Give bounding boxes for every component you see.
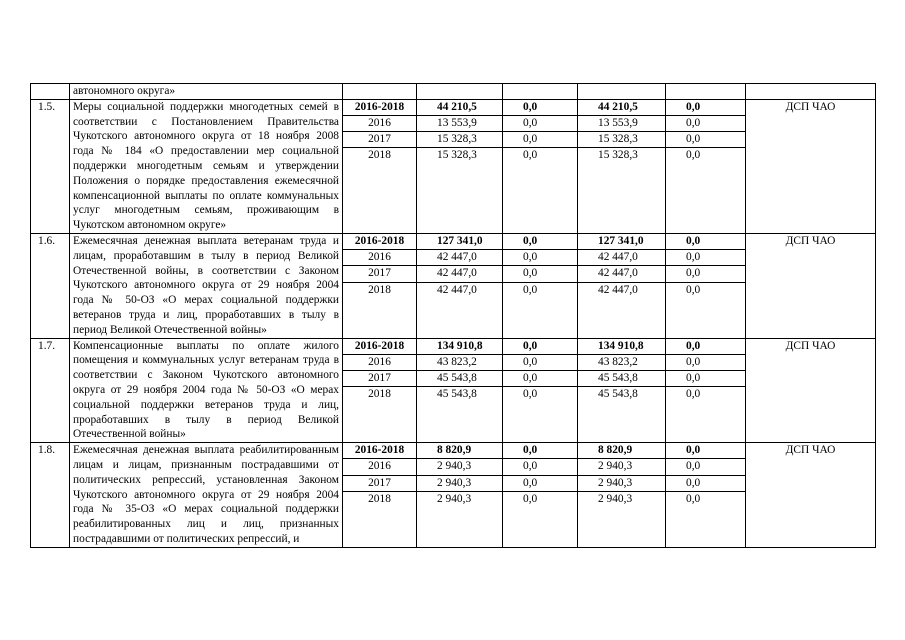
table-row xyxy=(31,233,876,338)
total-cell-value: 2 940,3 xyxy=(417,475,502,491)
total-cell-value: 2 940,3 xyxy=(417,458,502,474)
regional-cell-value: 45 543,8 xyxy=(578,386,665,402)
other-cell-value: 0,0 xyxy=(666,265,745,281)
row-description: Ежемесячная денежная выплата реабилитированным лицам и лицам, признанным пострадавшими от политических репрессий, установленная Законом Чукотского автономного округа от 29 ноября 2004 года № 35-ОЗ «О мерах социальной поддержки реабилитированных лиц и лиц, признанных пострадавшими от политических репрессий, и xyxy=(70,443,343,548)
year-cell-value: 2016-2018 xyxy=(354,339,405,352)
other-cell-value: 0,0 xyxy=(666,147,745,163)
year-cell-value: 2016 xyxy=(343,458,416,474)
year-cell xyxy=(343,443,417,548)
year-cell-value: 2017 xyxy=(343,370,416,386)
year-cell xyxy=(343,338,417,443)
regional-cell-stack xyxy=(578,100,665,164)
year-cell-value: 2016-2018 xyxy=(354,100,405,113)
other-cell-value: 0,0 xyxy=(666,475,745,491)
other-cell-value: 0,0 xyxy=(686,444,701,457)
other-cell-value: 0,0 xyxy=(666,131,745,147)
total-cell-value: 45 543,8 xyxy=(417,386,502,402)
year-cell-stack xyxy=(343,100,416,164)
total-cell xyxy=(417,99,503,233)
regional-cell-value: 42 447,0 xyxy=(578,282,665,298)
year-cell-value: 2018 xyxy=(343,386,416,402)
regional-cell-value: 134 910,8 xyxy=(598,339,644,352)
other-cell-value: 0,0 xyxy=(686,339,701,352)
row-number: 1.8. xyxy=(31,443,70,548)
federal-cell-stack xyxy=(503,100,577,164)
other-cell-stack xyxy=(666,443,745,507)
total-cell-value: 127 341,0 xyxy=(437,234,483,247)
other-cell xyxy=(666,233,746,338)
row-description: Меры социальной поддержки многодетных семей в соответствии с Постановлением Правительства Чукотского автономного округа от 18 ноября 2008 года № 184 «О предоставлении мер социальной поддержки многодетным семьям и утверждении Положения о порядке предоставления ежемесячной компенсационной выплаты по оплате коммунальных услуг многодетным семьям, проживающим в Чукотском автономном округе» xyxy=(70,99,343,233)
other-cell-value: 0,0 xyxy=(666,458,745,474)
table-row xyxy=(31,443,876,548)
year-cell-value: 2017 xyxy=(343,475,416,491)
federal-cell-stack xyxy=(503,234,577,298)
row-description: автономного округа» xyxy=(70,84,343,100)
federal-cell xyxy=(503,99,578,233)
regional-cell-value: 13 553,9 xyxy=(578,115,665,131)
row-description: Ежемесячная денежная выплата ветеранам труда и лицам, проработавшим в тылу в период Великой Отечественной войны, в соответствии с Законом Чукотского автономного округа от 29 ноября 2004 года № 50-ОЗ «О мерах социальной поддержки ветеранов труда и лиц, проработавших в тылу в период Великой Отечественной войны» xyxy=(70,233,343,338)
total-cell-value: 42 447,0 xyxy=(417,282,502,298)
year-cell xyxy=(343,233,417,338)
regional-cell xyxy=(578,443,666,548)
row-number: 1.6. xyxy=(31,233,70,338)
total-cell-value: 13 553,9 xyxy=(417,115,502,131)
total-cell-value: 43 823,2 xyxy=(417,354,502,370)
year-cell-value: 2016 xyxy=(343,249,416,265)
total-cell xyxy=(417,84,503,100)
year-cell-value: 2016-2018 xyxy=(354,444,405,457)
year-cell-value: 2018 xyxy=(343,282,416,298)
regional-cell-value: 15 328,3 xyxy=(578,147,665,163)
total-cell-value: 44 210,5 xyxy=(437,100,477,113)
continuation-row xyxy=(31,84,876,100)
regional-cell-value: 2 940,3 xyxy=(578,491,665,507)
total-cell xyxy=(417,338,503,443)
year-cell-value: 2018 xyxy=(343,147,416,163)
year-cell-value: 2018 xyxy=(343,491,416,507)
federal-cell-value: 0,0 xyxy=(503,115,577,131)
total-cell-value: 8 820,9 xyxy=(437,444,472,457)
federal-cell-value: 0,0 xyxy=(523,339,538,352)
other-cell-value: 0,0 xyxy=(666,282,745,298)
table-row xyxy=(31,99,876,233)
regional-cell-value: 42 447,0 xyxy=(578,265,665,281)
federal-cell-value: 0,0 xyxy=(503,354,577,370)
federal-cell-value: 0,0 xyxy=(503,475,577,491)
executor-cell: ДСП ЧАО xyxy=(746,99,876,233)
regional-cell-value: 15 328,3 xyxy=(578,131,665,147)
table-row xyxy=(31,338,876,443)
total-cell xyxy=(417,443,503,548)
year-cell xyxy=(343,84,417,100)
regional-cell-value: 45 543,8 xyxy=(578,370,665,386)
federal-cell-value: 0,0 xyxy=(523,100,538,113)
total-cell-stack xyxy=(417,234,502,298)
regional-cell-value: 127 341,0 xyxy=(598,234,644,247)
federal-cell-value: 0,0 xyxy=(503,370,577,386)
other-cell-value: 0,0 xyxy=(666,491,745,507)
regional-cell-value: 43 823,2 xyxy=(578,354,665,370)
federal-cell-value: 0,0 xyxy=(503,282,577,298)
other-cell-stack xyxy=(666,339,745,403)
regional-cell-stack xyxy=(578,339,665,403)
regional-cell-value: 8 820,9 xyxy=(598,444,633,457)
total-cell-value: 42 447,0 xyxy=(417,249,502,265)
other-cell-value: 0,0 xyxy=(666,249,745,265)
budget-table xyxy=(30,83,876,548)
year-cell-stack xyxy=(343,234,416,298)
year-cell-stack xyxy=(343,339,416,403)
total-cell-value: 42 447,0 xyxy=(417,265,502,281)
year-cell-value: 2017 xyxy=(343,265,416,281)
year-cell-value: 2016 xyxy=(343,354,416,370)
other-cell xyxy=(666,443,746,548)
regional-cell-value: 42 447,0 xyxy=(578,249,665,265)
row-number xyxy=(31,84,70,100)
regional-cell xyxy=(578,99,666,233)
total-cell-value: 15 328,3 xyxy=(417,131,502,147)
federal-cell-stack xyxy=(503,339,577,403)
federal-cell xyxy=(503,338,578,443)
executor-cell: ДСП ЧАО xyxy=(746,338,876,443)
other-cell-value: 0,0 xyxy=(686,234,701,247)
regional-cell xyxy=(578,233,666,338)
regional-cell-value: 44 210,5 xyxy=(598,100,638,113)
row-description: Компенсационные выплаты по оплате жилого помещения и коммунальных услуг ветеранам труда в соответствии с Законом Чукотского автономного округа от 29 ноября 2004 года № 50-ОЗ «О мерах социальной поддержки ветеранов труда и лиц, проработавших в тылу в период Великой Отечественной войны» xyxy=(70,338,343,443)
other-cell-value: 0,0 xyxy=(666,115,745,131)
federal-cell-value: 0,0 xyxy=(503,249,577,265)
regional-cell-value: 2 940,3 xyxy=(578,475,665,491)
other-cell-value: 0,0 xyxy=(666,386,745,402)
federal-cell-value: 0,0 xyxy=(503,491,577,507)
total-cell-value: 2 940,3 xyxy=(417,491,502,507)
federal-cell-value: 0,0 xyxy=(503,147,577,163)
other-cell-value: 0,0 xyxy=(686,100,701,113)
regional-cell-stack xyxy=(578,443,665,507)
total-cell-value: 15 328,3 xyxy=(417,147,502,163)
other-cell xyxy=(666,99,746,233)
executor-cell: ДСП ЧАО xyxy=(746,233,876,338)
row-number: 1.5. xyxy=(31,99,70,233)
federal-cell-value: 0,0 xyxy=(523,444,538,457)
federal-cell xyxy=(503,233,578,338)
regional-cell xyxy=(578,84,666,100)
total-cell-stack xyxy=(417,339,502,403)
total-cell xyxy=(417,233,503,338)
federal-cell-stack xyxy=(503,443,577,507)
other-cell-stack xyxy=(666,100,745,164)
federal-cell xyxy=(503,443,578,548)
other-cell xyxy=(666,338,746,443)
year-cell-stack xyxy=(343,443,416,507)
total-cell-value: 45 543,8 xyxy=(417,370,502,386)
other-cell-value: 0,0 xyxy=(666,370,745,386)
total-cell-stack xyxy=(417,100,502,164)
regional-cell xyxy=(578,338,666,443)
year-cell xyxy=(343,99,417,233)
total-cell-value: 134 910,8 xyxy=(437,339,483,352)
federal-cell-value: 0,0 xyxy=(503,265,577,281)
other-cell-stack xyxy=(666,234,745,298)
federal-cell-value: 0,0 xyxy=(523,234,538,247)
federal-cell-value: 0,0 xyxy=(503,458,577,474)
other-cell-value: 0,0 xyxy=(666,354,745,370)
regional-cell-stack xyxy=(578,234,665,298)
year-cell-value: 2016-2018 xyxy=(354,234,405,247)
other-cell xyxy=(666,84,746,100)
federal-cell-value: 0,0 xyxy=(503,131,577,147)
year-cell-value: 2017 xyxy=(343,131,416,147)
executor-cell: ДСП ЧАО xyxy=(746,443,876,548)
row-number: 1.7. xyxy=(31,338,70,443)
federal-cell xyxy=(503,84,578,100)
executor-cell xyxy=(746,84,876,100)
federal-cell-value: 0,0 xyxy=(503,386,577,402)
regional-cell-value: 2 940,3 xyxy=(578,458,665,474)
year-cell-value: 2016 xyxy=(343,115,416,131)
total-cell-stack xyxy=(417,443,502,507)
